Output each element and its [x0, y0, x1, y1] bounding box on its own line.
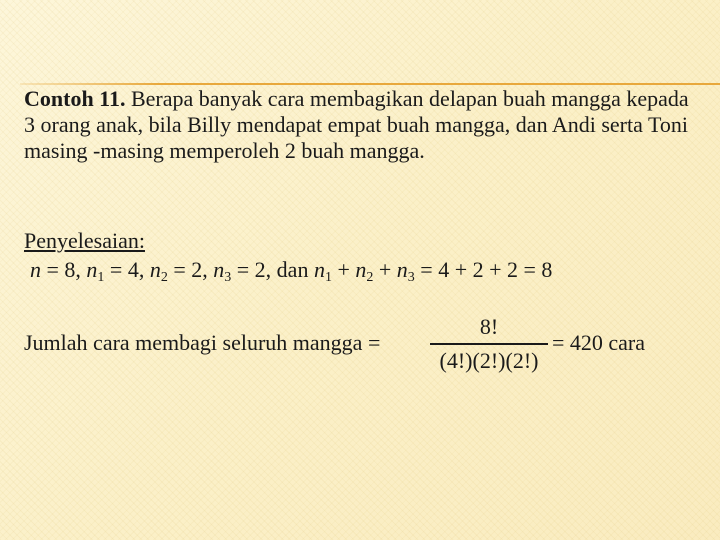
fraction: [430, 314, 548, 374]
eq-n3: = 2, dan: [231, 257, 314, 282]
sum-plus-2: +: [373, 257, 397, 282]
formula-label: Jumlah cara membagi seluruh mangga =: [24, 330, 381, 355]
solution-heading: Penyelesaian:: [24, 228, 145, 253]
fraction-denominator: (4!)(2!)(2!): [439, 347, 539, 373]
example-label: Contoh 11.: [24, 86, 126, 111]
decorative-accent-line: [20, 83, 720, 85]
sum-sub-n2: 2: [366, 270, 374, 285]
sum-var-n2: n: [355, 257, 367, 282]
fraction-bar: [430, 343, 548, 345]
eq-n2: = 2,: [167, 257, 214, 282]
sum-plus-1: +: [331, 257, 356, 282]
sub-n2: 2: [160, 270, 168, 285]
sub-n1: 1: [97, 270, 105, 285]
eq-n: = 8,: [41, 257, 87, 282]
sum-equation: = 4 + 2 + 2 = 8: [414, 257, 553, 282]
problem-block: [24, 86, 694, 164]
eq-n1: = 4,: [104, 257, 150, 282]
var-n: n: [30, 257, 41, 282]
sub-n3: 3: [224, 270, 232, 285]
fraction-numerator: 8!: [479, 314, 499, 339]
sum-var-n1: n: [313, 257, 325, 282]
var-n2: n: [149, 257, 161, 282]
problem-text: Berapa banyak cara membagikan delapan buah mangga kepada 3 orang anak, bila Billy mendapat empat buah mangga, dan Andi serta Toni masing -masing memperoleh 2 buah mangga.: [24, 86, 689, 163]
var-n1: n: [86, 257, 98, 282]
given-values: [30, 257, 552, 286]
var-n3: n: [213, 257, 225, 282]
sum-sub-n1: 1: [324, 270, 332, 285]
problem-statement: [24, 86, 694, 164]
formula-result: = 420 cara: [552, 330, 646, 355]
sum-sub-n3: 3: [407, 270, 415, 285]
sum-var-n3: n: [396, 257, 408, 282]
